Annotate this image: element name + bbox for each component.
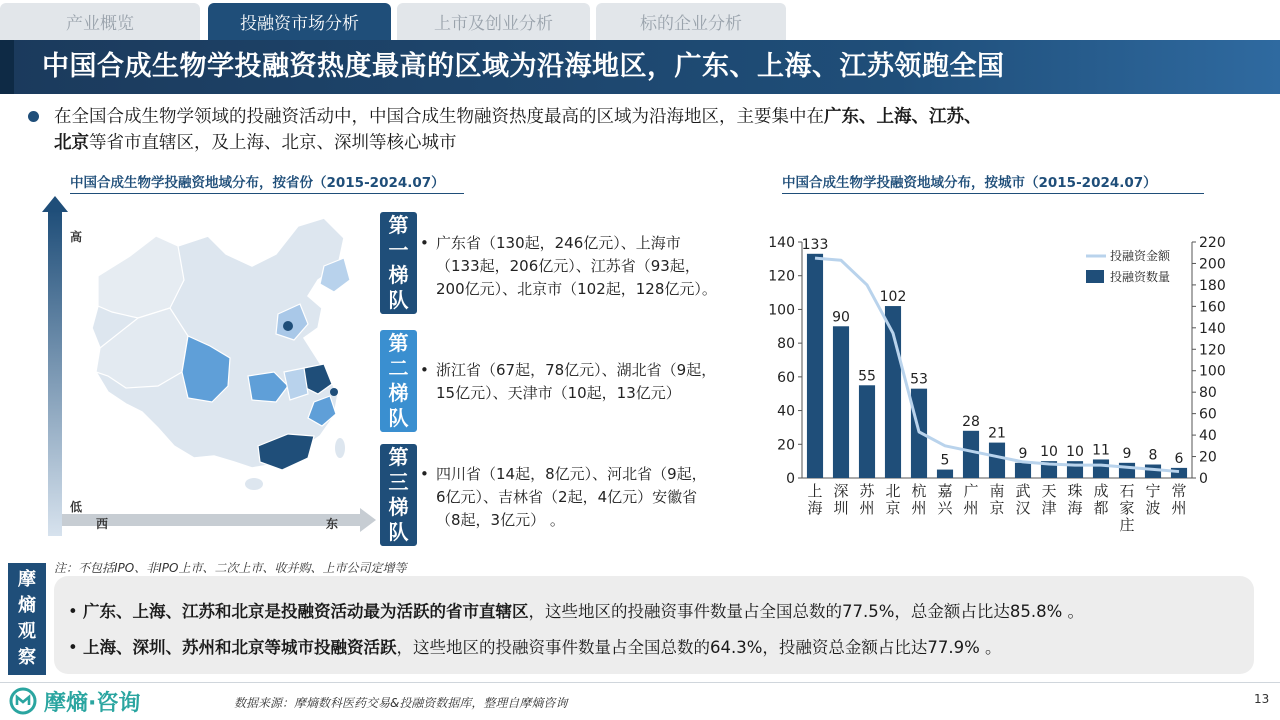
bar-data-label: 10 xyxy=(1040,444,1058,461)
hainan-region xyxy=(245,478,263,490)
main-bullet-text-1: 在全国合成生物学领域的投融资活动中，中国合成生物融资热度最高的区域为沿海地区，主要集中在 xyxy=(54,107,824,127)
x-tick-label: 圳 xyxy=(833,499,849,517)
y-right-tick-label: 60 xyxy=(1199,406,1217,423)
bar xyxy=(989,443,1005,478)
y-left-tick-label: 0 xyxy=(786,471,795,487)
x-tick-label: 嘉 xyxy=(937,482,953,500)
legend-amount-label: 投融资金额 xyxy=(1110,249,1171,263)
observation-item-1: • 广东、上海、江苏和北京是投融资活动最为活跃的省市直辖区，这些地区的投融资事件数量占全国总数的77.5%，总金额占比达85.8% 。 xyxy=(68,602,1085,621)
tier-2-text: • 浙江省（67起，78亿元）、湖北省（9起， 15亿元）、天津市（10起，13亿元） xyxy=(420,361,717,402)
bar-data-label: 8 xyxy=(1148,447,1158,464)
x-tick-label: 京 xyxy=(885,499,901,517)
main-bullet-bold-1: 广东、上海、江苏、 xyxy=(824,107,982,127)
axis-arrow-right-icon xyxy=(360,508,376,532)
y-right-tick-label: 120 xyxy=(1199,342,1226,359)
tier-2-label: 第 二 梯 队 xyxy=(380,330,417,432)
bullet-dot-icon xyxy=(28,111,39,122)
page-number: 13 xyxy=(1254,692,1270,706)
y-left-tick-label: 40 xyxy=(777,403,795,420)
x-tick-label: 津 xyxy=(1041,499,1057,517)
x-tick-label: 宁 xyxy=(1145,482,1161,500)
y-right-tick-label: 40 xyxy=(1199,428,1217,445)
tier-3-text: • 四川省（14起，8亿元）、河北省（9起， 6亿元）、吉林省（2起，4亿元）安徽省 （8起，3亿元） 。 xyxy=(420,465,707,529)
x-tick-label: 珠 xyxy=(1067,482,1083,500)
x-tick-label: 海 xyxy=(1067,499,1083,517)
x-tick-label: 家 xyxy=(1119,499,1135,517)
legend-gradient-bar xyxy=(48,210,62,536)
legend-bar-swatch xyxy=(1086,270,1104,283)
main-bullet-text-2: 等省市直辖区，及上海、北京、深圳等核心城市 xyxy=(89,133,457,153)
x-tick-label: 苏 xyxy=(859,482,875,500)
bar xyxy=(937,470,953,478)
logo-text: 摩熵·咨询 xyxy=(44,690,141,716)
y-left-tick-label: 60 xyxy=(777,369,795,386)
bar-data-label: 5 xyxy=(940,452,950,469)
x-tick-label: 庄 xyxy=(1119,516,1135,534)
bar-data-label: 6 xyxy=(1174,450,1184,467)
page-title: 中国合成生物学投融资热度最高的区域为沿海地区，广东、上海、江苏领跑全国 xyxy=(42,51,1005,82)
tab-industry-overview[interactable]: 产业概览 xyxy=(0,3,200,40)
observation-item-2: • 上海、深圳、苏州和北京等城市投融资活跃，这些地区的投融资事件数量占全国总数的64.3%，投融资总金额占比达77.9% 。 xyxy=(68,638,1002,657)
bar-data-label: 9 xyxy=(1122,445,1132,462)
x-tick-label: 波 xyxy=(1145,499,1161,517)
province-section-title: 中国合成生物学投融资地域分布，按省份（2015-2024.07） xyxy=(70,171,464,194)
axis-east-label: 东 xyxy=(326,517,339,531)
y-left-tick-label: 20 xyxy=(777,437,795,454)
tab-investment-market[interactable]: 投融资市场分析 xyxy=(208,3,391,40)
footer-divider xyxy=(0,682,1280,683)
x-tick-label: 州 xyxy=(963,499,979,517)
x-tick-label: 杭 xyxy=(911,482,927,500)
y-right-tick-label: 100 xyxy=(1199,363,1226,380)
x-tick-label: 州 xyxy=(911,499,927,517)
bar xyxy=(1171,468,1187,478)
taiwan-region xyxy=(335,438,345,458)
data-source: 数据来源：摩熵数科医药交易&投融资数据库，整理自摩熵咨询 xyxy=(234,696,568,710)
legend-low-label: 低 xyxy=(70,500,83,514)
bar-data-label: 53 xyxy=(910,371,928,388)
x-tick-label: 天 xyxy=(1041,482,1057,500)
y-right-tick-label: 20 xyxy=(1199,449,1217,466)
bar xyxy=(1093,459,1109,478)
xinjiang-region xyxy=(98,236,184,318)
main-bullet-bold-2: 北京 xyxy=(54,133,89,153)
y-right-tick-label: 80 xyxy=(1199,385,1217,402)
y-right-tick-label: 160 xyxy=(1199,299,1226,316)
bar-data-label: 28 xyxy=(962,413,980,430)
x-tick-label: 深 xyxy=(833,482,849,500)
bar xyxy=(963,431,979,478)
x-tick-label: 石 xyxy=(1119,482,1135,500)
bar xyxy=(1119,463,1135,478)
x-tick-label: 兴 xyxy=(937,499,953,517)
bar-data-label: 11 xyxy=(1092,442,1110,459)
bar xyxy=(833,326,849,478)
y-right-tick-label: 0 xyxy=(1199,471,1208,487)
main-bullet xyxy=(54,104,1224,156)
bar-data-label: 90 xyxy=(832,309,850,326)
y-right-tick-label: 180 xyxy=(1199,277,1226,294)
tier-3-label: 第 三 梯 队 xyxy=(380,444,417,546)
observation-label: 摩 熵 观 察 xyxy=(8,563,46,675)
x-tick-label: 广 xyxy=(963,482,979,500)
legend-high-label: 高 xyxy=(70,230,83,244)
x-tick-label: 都 xyxy=(1093,499,1109,517)
y-left-tick-label: 120 xyxy=(768,268,795,285)
bar-data-label: 102 xyxy=(879,289,907,306)
y-left-tick-label: 140 xyxy=(768,235,795,251)
tier-1-label: 第 一 梯 队 xyxy=(380,212,417,314)
x-tick-label: 上 xyxy=(807,482,823,500)
city-chart xyxy=(760,228,1260,548)
bar-data-label: 133 xyxy=(801,236,829,253)
province-map xyxy=(38,196,378,536)
bar-data-label: 9 xyxy=(1018,445,1028,462)
x-tick-label: 成 xyxy=(1093,482,1109,500)
y-left-tick-label: 80 xyxy=(777,336,795,353)
bar xyxy=(859,385,875,478)
x-tick-label: 常 xyxy=(1171,482,1187,500)
x-tick-label: 南 xyxy=(989,482,1005,500)
bar xyxy=(807,254,823,478)
y-left-tick-label: 100 xyxy=(768,302,795,319)
x-tick-label: 京 xyxy=(989,499,1005,517)
title-accent xyxy=(0,40,14,94)
bar-data-label: 21 xyxy=(988,425,1006,442)
brand-logo xyxy=(8,686,140,716)
beijing-region xyxy=(283,321,293,331)
tab-target-companies[interactable]: 标的企业分析 xyxy=(596,3,786,40)
y-right-tick-label: 200 xyxy=(1199,256,1226,273)
bar-data-label: 55 xyxy=(858,368,876,385)
x-tick-label: 北 xyxy=(885,482,901,500)
x-tick-label: 州 xyxy=(1171,499,1187,517)
shanghai-region xyxy=(330,388,338,396)
x-tick-label: 州 xyxy=(859,499,875,517)
tier-1-text: • 广东省（130起，246亿元）、上海市 （133起，206亿元）、江苏省（93起， 200亿元）、北京市（102起，128亿元）。 xyxy=(420,234,717,298)
x-tick-label: 海 xyxy=(807,499,823,517)
legend-arrow-up-icon xyxy=(42,196,68,212)
title-bar xyxy=(0,40,1280,94)
legend-count-label: 投融资数量 xyxy=(1110,270,1171,284)
footnote: 注：不包括IPO、非IPO上市、二次上市、收并购、上市公司定增等 xyxy=(54,561,407,575)
y-right-tick-label: 220 xyxy=(1199,235,1226,251)
bar xyxy=(1015,463,1031,478)
y-right-tick-label: 140 xyxy=(1199,320,1226,337)
axis-west-label: 西 xyxy=(96,517,109,531)
bar-data-label: 10 xyxy=(1066,444,1084,461)
tab-listing-startup[interactable]: 上市及创业分析 xyxy=(397,3,590,40)
x-tick-label: 汉 xyxy=(1015,499,1031,517)
section-tabs xyxy=(0,0,1280,40)
x-tick-label: 武 xyxy=(1015,482,1031,500)
logo-mark-icon xyxy=(8,687,38,715)
city-section-title: 中国合成生物学投融资地域分布，按城市（2015-2024.07） xyxy=(782,171,1204,194)
